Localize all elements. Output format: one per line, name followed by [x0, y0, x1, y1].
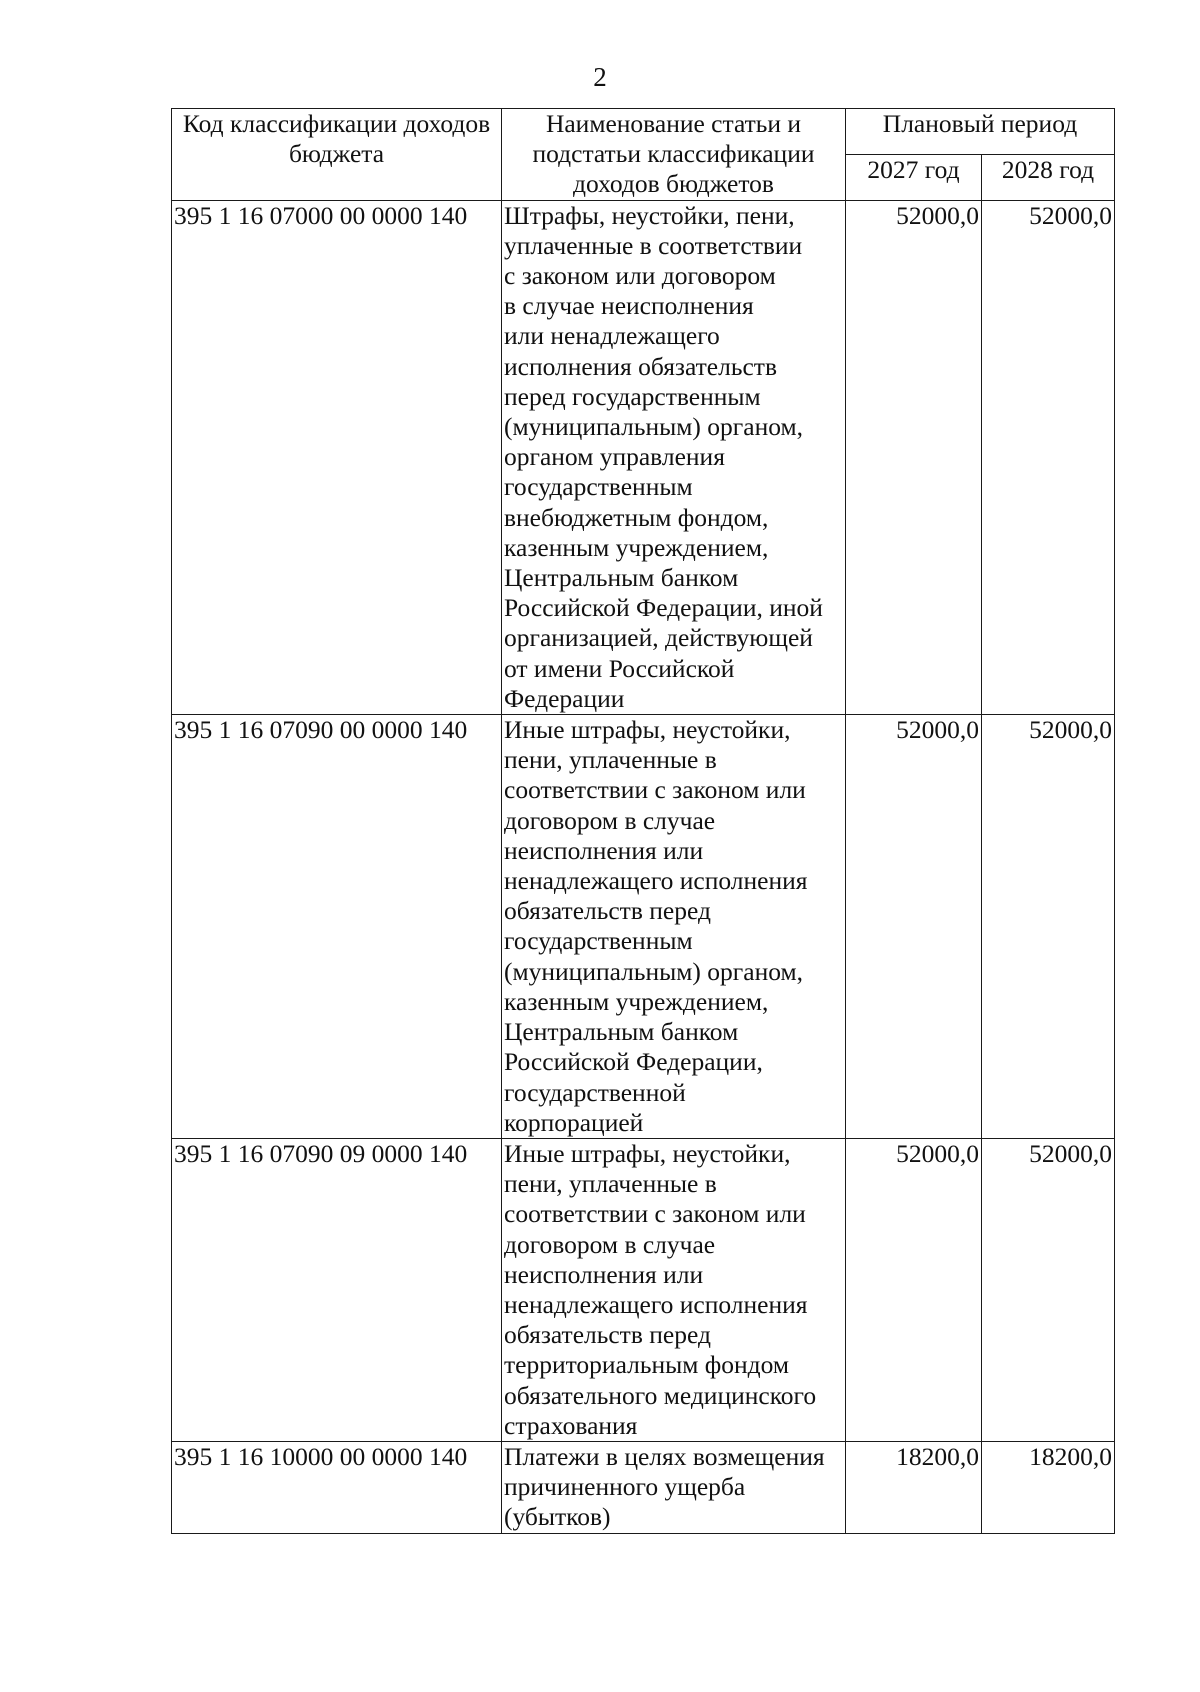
item-name-line: соответствии с законом или — [504, 1199, 806, 1229]
value-2027-cell: 52000,0 — [846, 200, 982, 714]
item-name-line: неисполнения или — [504, 835, 704, 865]
item-name-line: корпорацией — [504, 1107, 644, 1137]
header-item-name: Наименование статьи и подстатьи классификации доходов бюджетов — [502, 109, 846, 201]
item-name-line: государственным — [504, 472, 693, 502]
item-name-line: Штрафы, неустойки, пени, — [504, 200, 795, 230]
item-name-line: Федерации — [504, 683, 625, 713]
item-name-line: ненадлежащего исполнения — [504, 1289, 808, 1319]
item-name-line: казенным учреждением, — [504, 986, 769, 1016]
value-2028-cell: 18200,0 — [982, 1441, 1115, 1533]
item-name-line: в случае неисполнения — [504, 291, 754, 321]
value-2028-cell: 52000,0 — [982, 1138, 1115, 1441]
item-name-line: ненадлежащего исполнения — [504, 866, 808, 896]
item-name-line: Иные штрафы, неустойки, — [504, 715, 791, 745]
value-2027-cell: 52000,0 — [846, 1138, 982, 1441]
item-name-line: Центральным банком — [504, 1017, 739, 1047]
classification-code-cell: 395 1 16 07090 09 0000 140 — [172, 1138, 502, 1441]
value-2027-cell: 18200,0 — [846, 1441, 982, 1533]
item-name-line: или ненадлежащего — [504, 321, 720, 351]
item-name-line: Российской Федерации, иной — [504, 593, 823, 623]
item-name-line: причиненного ущерба — [504, 1472, 746, 1502]
item-name-line: органом управления — [504, 442, 725, 472]
item-name-line: уплаченные в соответствии — [504, 230, 803, 260]
budget-revenue-table — [171, 108, 1115, 1534]
item-name-cell — [502, 1138, 846, 1441]
table-row — [172, 200, 1115, 714]
item-name-line: государственной — [504, 1077, 686, 1107]
item-name-line: обязательств перед — [504, 896, 711, 926]
item-name-line: пени, уплаченные в — [504, 745, 717, 775]
value-2028-cell: 52000,0 — [982, 200, 1115, 714]
item-name-cell — [502, 715, 846, 1139]
item-name-line: пени, уплаченные в — [504, 1169, 717, 1199]
item-name-line: Иные штрафы, неустойки, — [504, 1138, 791, 1168]
classification-code-cell: 395 1 16 07000 00 0000 140 — [172, 200, 502, 714]
item-name-line: территориальным фондом — [504, 1350, 790, 1380]
table-row — [172, 1441, 1115, 1533]
item-name-line: исполнения обязательств — [504, 351, 777, 381]
header-year-2028: 2028 год — [982, 154, 1115, 200]
classification-code-cell: 395 1 16 10000 00 0000 140 — [172, 1441, 502, 1533]
header-classification-code: Код классификации доходов бюджета — [172, 109, 502, 201]
item-name-line: Российской Федерации, — [504, 1047, 763, 1077]
item-name-line: (убытков) — [504, 1502, 611, 1532]
classification-code-cell: 395 1 16 07090 00 0000 140 — [172, 715, 502, 1139]
item-name-line: с законом или договором — [504, 261, 776, 291]
item-name-line: Платежи в целях возмещения — [504, 1441, 825, 1471]
table-body — [172, 200, 1115, 1533]
item-name-line: казенным учреждением, — [504, 532, 769, 562]
item-name-line: от имени Российской — [504, 653, 735, 683]
item-name-cell — [502, 200, 846, 714]
item-name-line: государственным — [504, 926, 693, 956]
item-name-line: договором в случае — [504, 805, 716, 835]
item-name-line: (муниципальным) органом, — [504, 956, 803, 986]
item-name-line: соответствии с законом или — [504, 775, 806, 805]
header-planning-period: Плановый период — [846, 109, 1115, 155]
table-row — [172, 715, 1115, 1139]
item-name-line: (муниципальным) органом, — [504, 412, 803, 442]
header-year-2027: 2027 год — [846, 154, 982, 200]
item-name-line: страхования — [504, 1410, 638, 1440]
item-name-line: обязательного медицинского — [504, 1380, 817, 1410]
item-name-line: обязательств перед — [504, 1320, 711, 1350]
item-name-line: перед государственным — [504, 381, 761, 411]
item-name-line: неисполнения или — [504, 1259, 704, 1289]
item-name-line: внебюджетным фондом, — [504, 502, 769, 532]
item-name-line: организацией, действующей — [504, 623, 813, 653]
value-2028-cell: 52000,0 — [982, 715, 1115, 1139]
value-2027-cell: 52000,0 — [846, 715, 982, 1139]
item-name-line: Центральным банком — [504, 563, 739, 593]
page-number: 2 — [593, 62, 607, 92]
item-name-line: договором в случае — [504, 1229, 716, 1259]
item-name-cell — [502, 1441, 846, 1533]
table-row — [172, 1138, 1115, 1441]
